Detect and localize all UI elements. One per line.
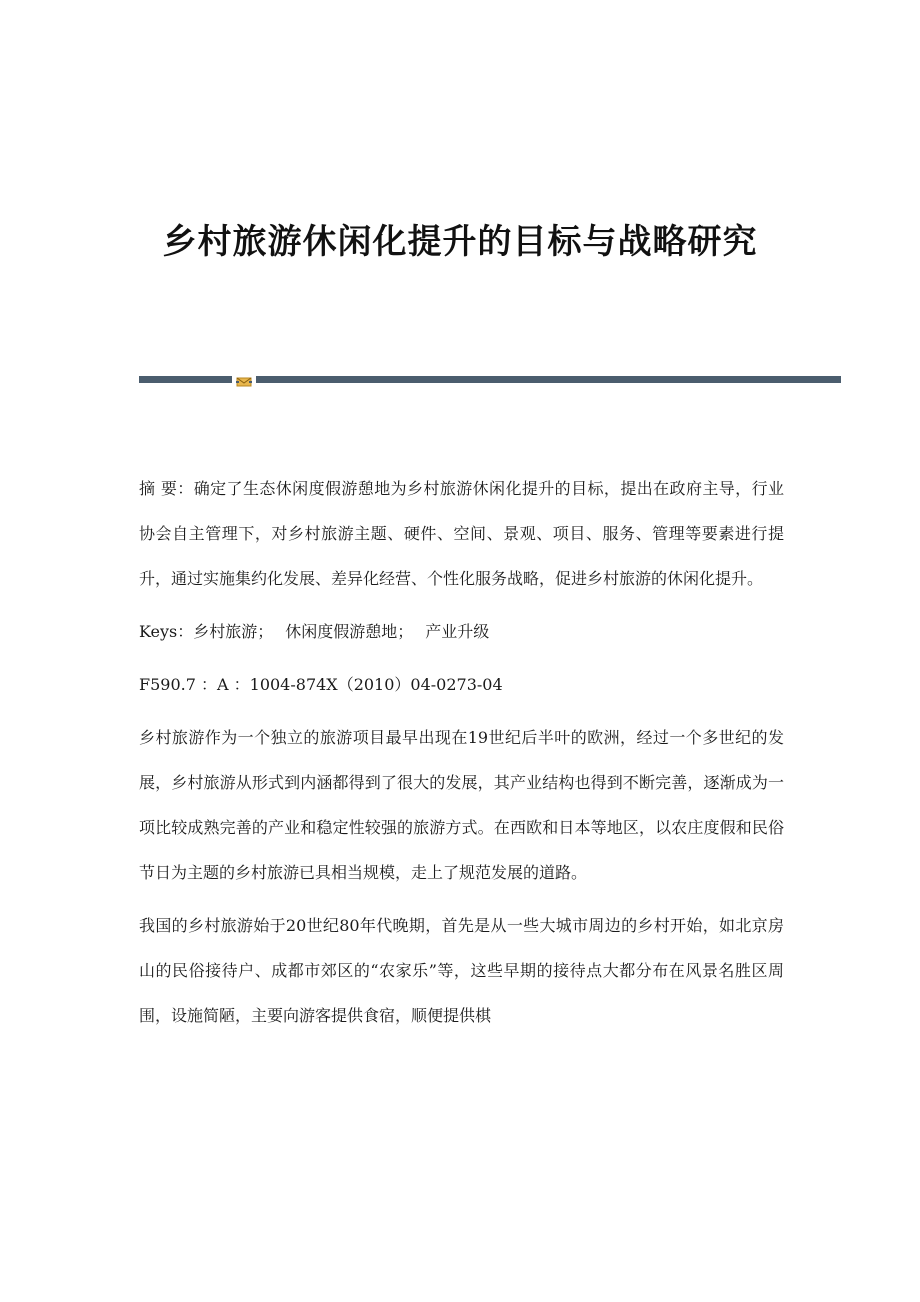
divider-bar-right: [256, 376, 841, 383]
abstract-paragraph: [139, 466, 784, 601]
abstract-label: 摘 要：: [139, 479, 194, 498]
title-divider: [139, 373, 841, 385]
ornament-icon: [236, 373, 252, 385]
keywords-line: [139, 609, 784, 654]
body-paragraph: 乡村旅游作为一个独立的旅游项目最早出现在19世纪后半叶的欧洲，经过一个多世纪的发展，乡村旅游从形式到内涵都得到了很大的发展，其产业结构也得到不断完善，逐渐成为一项比较成熟完善的产业和稳定性较强的旅游方式。在西欧和日本等地区，以农庄度假和民俗节日为主题的乡村旅游已具相当规模，走上了规范发展的道路。: [139, 728, 784, 882]
page-title: 乡村旅游休闲化提升的目标与战略研究: [162, 222, 758, 262]
abstract-text: 确定了生态休闲度假游憩地为乡村旅游休闲化提升的目标，提出在政府主导，行业协会自主管理下，对乡村旅游主题、硬件、空间、景观、项目、服务、管理等要素进行提升，通过实施集约化发展、差异化经营、个性化服务战略，促进乡村旅游的休闲化提升。: [139, 479, 784, 588]
keyword-item: 乡村旅游；: [193, 622, 274, 641]
body-paragraph: 我国的乡村旅游始于20世纪80年代晚期，首先是从一些大城市周边的乡村开始，如北京房山的民俗接待户、成都市郊区的“农家乐”等，这些早期的接待点大都分布在风景名胜区周围，设施简陋，主要向游客提供食宿，顺便提供棋: [139, 916, 784, 1025]
keyword-item: 休闲度假游憩地；: [285, 622, 414, 641]
keyword-item: 产业升级: [425, 622, 490, 641]
keywords-label: Keys：: [139, 622, 194, 641]
classification-line: F590.7 ：A ：1004-874X（2010）04-0273-04: [139, 675, 503, 694]
divider-bar-left: [139, 376, 232, 383]
document-body: [139, 466, 784, 1038]
